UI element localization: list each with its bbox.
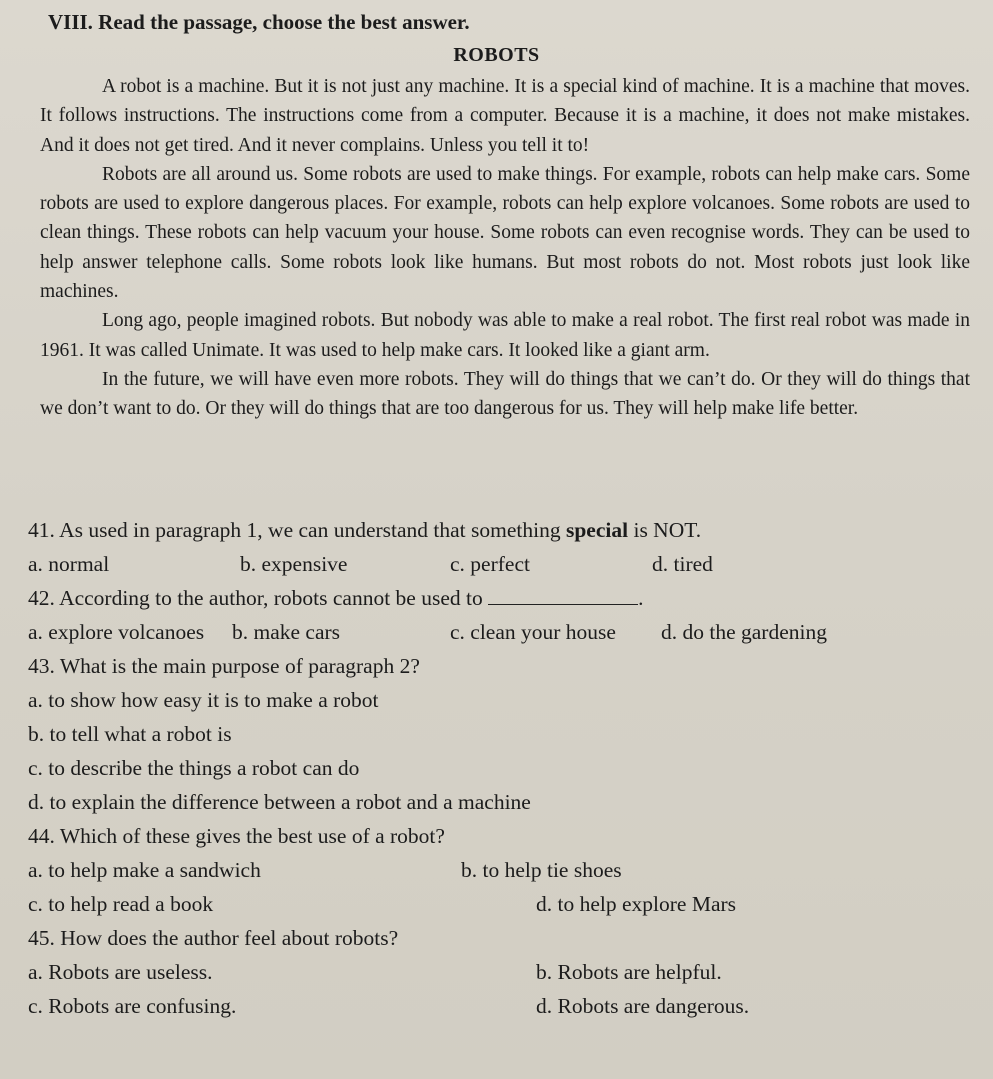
paragraph-3: Long ago, people imagined robots. But nobody was able to make a real robot. The first real robot was made in 1961. It was called Unimate. It was used to help make cars. It looked like a giant arm. xyxy=(40,310,970,361)
question-42-options xyxy=(28,615,968,649)
reading-passage xyxy=(40,72,970,424)
question-45: 45. How does the author feel about robots? xyxy=(28,926,399,950)
option-41a[interactable]: a. normal xyxy=(28,552,110,576)
question-44-row-1 xyxy=(28,853,968,887)
option-43a[interactable]: a. to show how easy it is to make a robot xyxy=(28,688,379,712)
option-42c[interactable]: c. clean your house xyxy=(450,620,616,644)
section-heading: VIII. Read the passage, choose the best answer. xyxy=(48,10,470,34)
question-44-row-2 xyxy=(28,887,968,921)
option-44d[interactable]: d. to help explore Mars xyxy=(536,892,737,916)
option-42b[interactable]: b. make cars xyxy=(232,620,341,644)
question-list xyxy=(28,513,968,1023)
answer-blank[interactable] xyxy=(488,584,638,605)
option-41b[interactable]: b. expensive xyxy=(240,552,348,576)
option-42d[interactable]: d. do the gardening xyxy=(661,620,827,644)
question-45-row-1 xyxy=(28,955,968,989)
question-45-row-2 xyxy=(28,989,968,1023)
paragraph-4: In the future, we will have even more robots. They will do things that we can’t do. Or they will do things that we don’t want to do. Or they will do things that are too dangerous for us. They will help make life better. xyxy=(40,368,970,420)
option-41d[interactable]: d. tired xyxy=(652,552,713,576)
option-43c[interactable]: c. to describe the things a robot can do xyxy=(28,756,360,780)
question-41-options xyxy=(28,547,968,581)
paragraph-2: Robots are all around us. Some robots are used to make things. For example, robots can help make cars. Some robots are used to explore dangerous places. For example, robots can help explore volcanoes. Some robots are used to clean things. These robots can help vacuum your house. Some robots can even recognise words. They can be used to help answer telephone calls. Some robots look like humans. But most robots do not. Most robots just look like machines. xyxy=(40,163,970,303)
question-44: 44. Which of these gives the best use of a robot? xyxy=(28,824,445,848)
option-45d[interactable]: d. Robots are dangerous. xyxy=(536,994,750,1018)
option-43d[interactable]: d. to explain the difference between a robot and a machine xyxy=(28,790,531,814)
option-44b[interactable]: b. to help tie shoes xyxy=(461,858,622,882)
keyword-special: special xyxy=(565,518,629,542)
option-44c[interactable]: c. to help read a book xyxy=(28,892,214,916)
question-41: 41. As used in paragraph 1, we can understand that something special is NOT. xyxy=(28,518,702,542)
option-44a[interactable]: a. to help make a sandwich xyxy=(28,858,261,882)
option-45a[interactable]: a. Robots are useless. xyxy=(28,960,213,984)
passage-title: ROBOTS xyxy=(453,44,540,66)
question-42: 42. According to the author, robots cannot be used to . xyxy=(28,586,644,610)
option-45c[interactable]: c. Robots are confusing. xyxy=(28,994,237,1018)
option-45b[interactable]: b. Robots are helpful. xyxy=(536,960,722,984)
question-43: 43. What is the main purpose of paragraph 2? xyxy=(28,654,420,678)
option-43b[interactable]: b. to tell what a robot is xyxy=(28,722,232,746)
option-41c[interactable]: c. perfect xyxy=(450,552,530,576)
paragraph-1: A robot is a machine. But it is not just any machine. It is a special kind of machine. It is a machine that moves. It follows instructions. The instructions come from a computer. Because it is a machine, it does not make mistakes. And it does not get tired. And it never complains. Unless you tell it to! xyxy=(40,76,970,156)
option-42a[interactable]: a. explore volcanoes xyxy=(28,620,205,644)
